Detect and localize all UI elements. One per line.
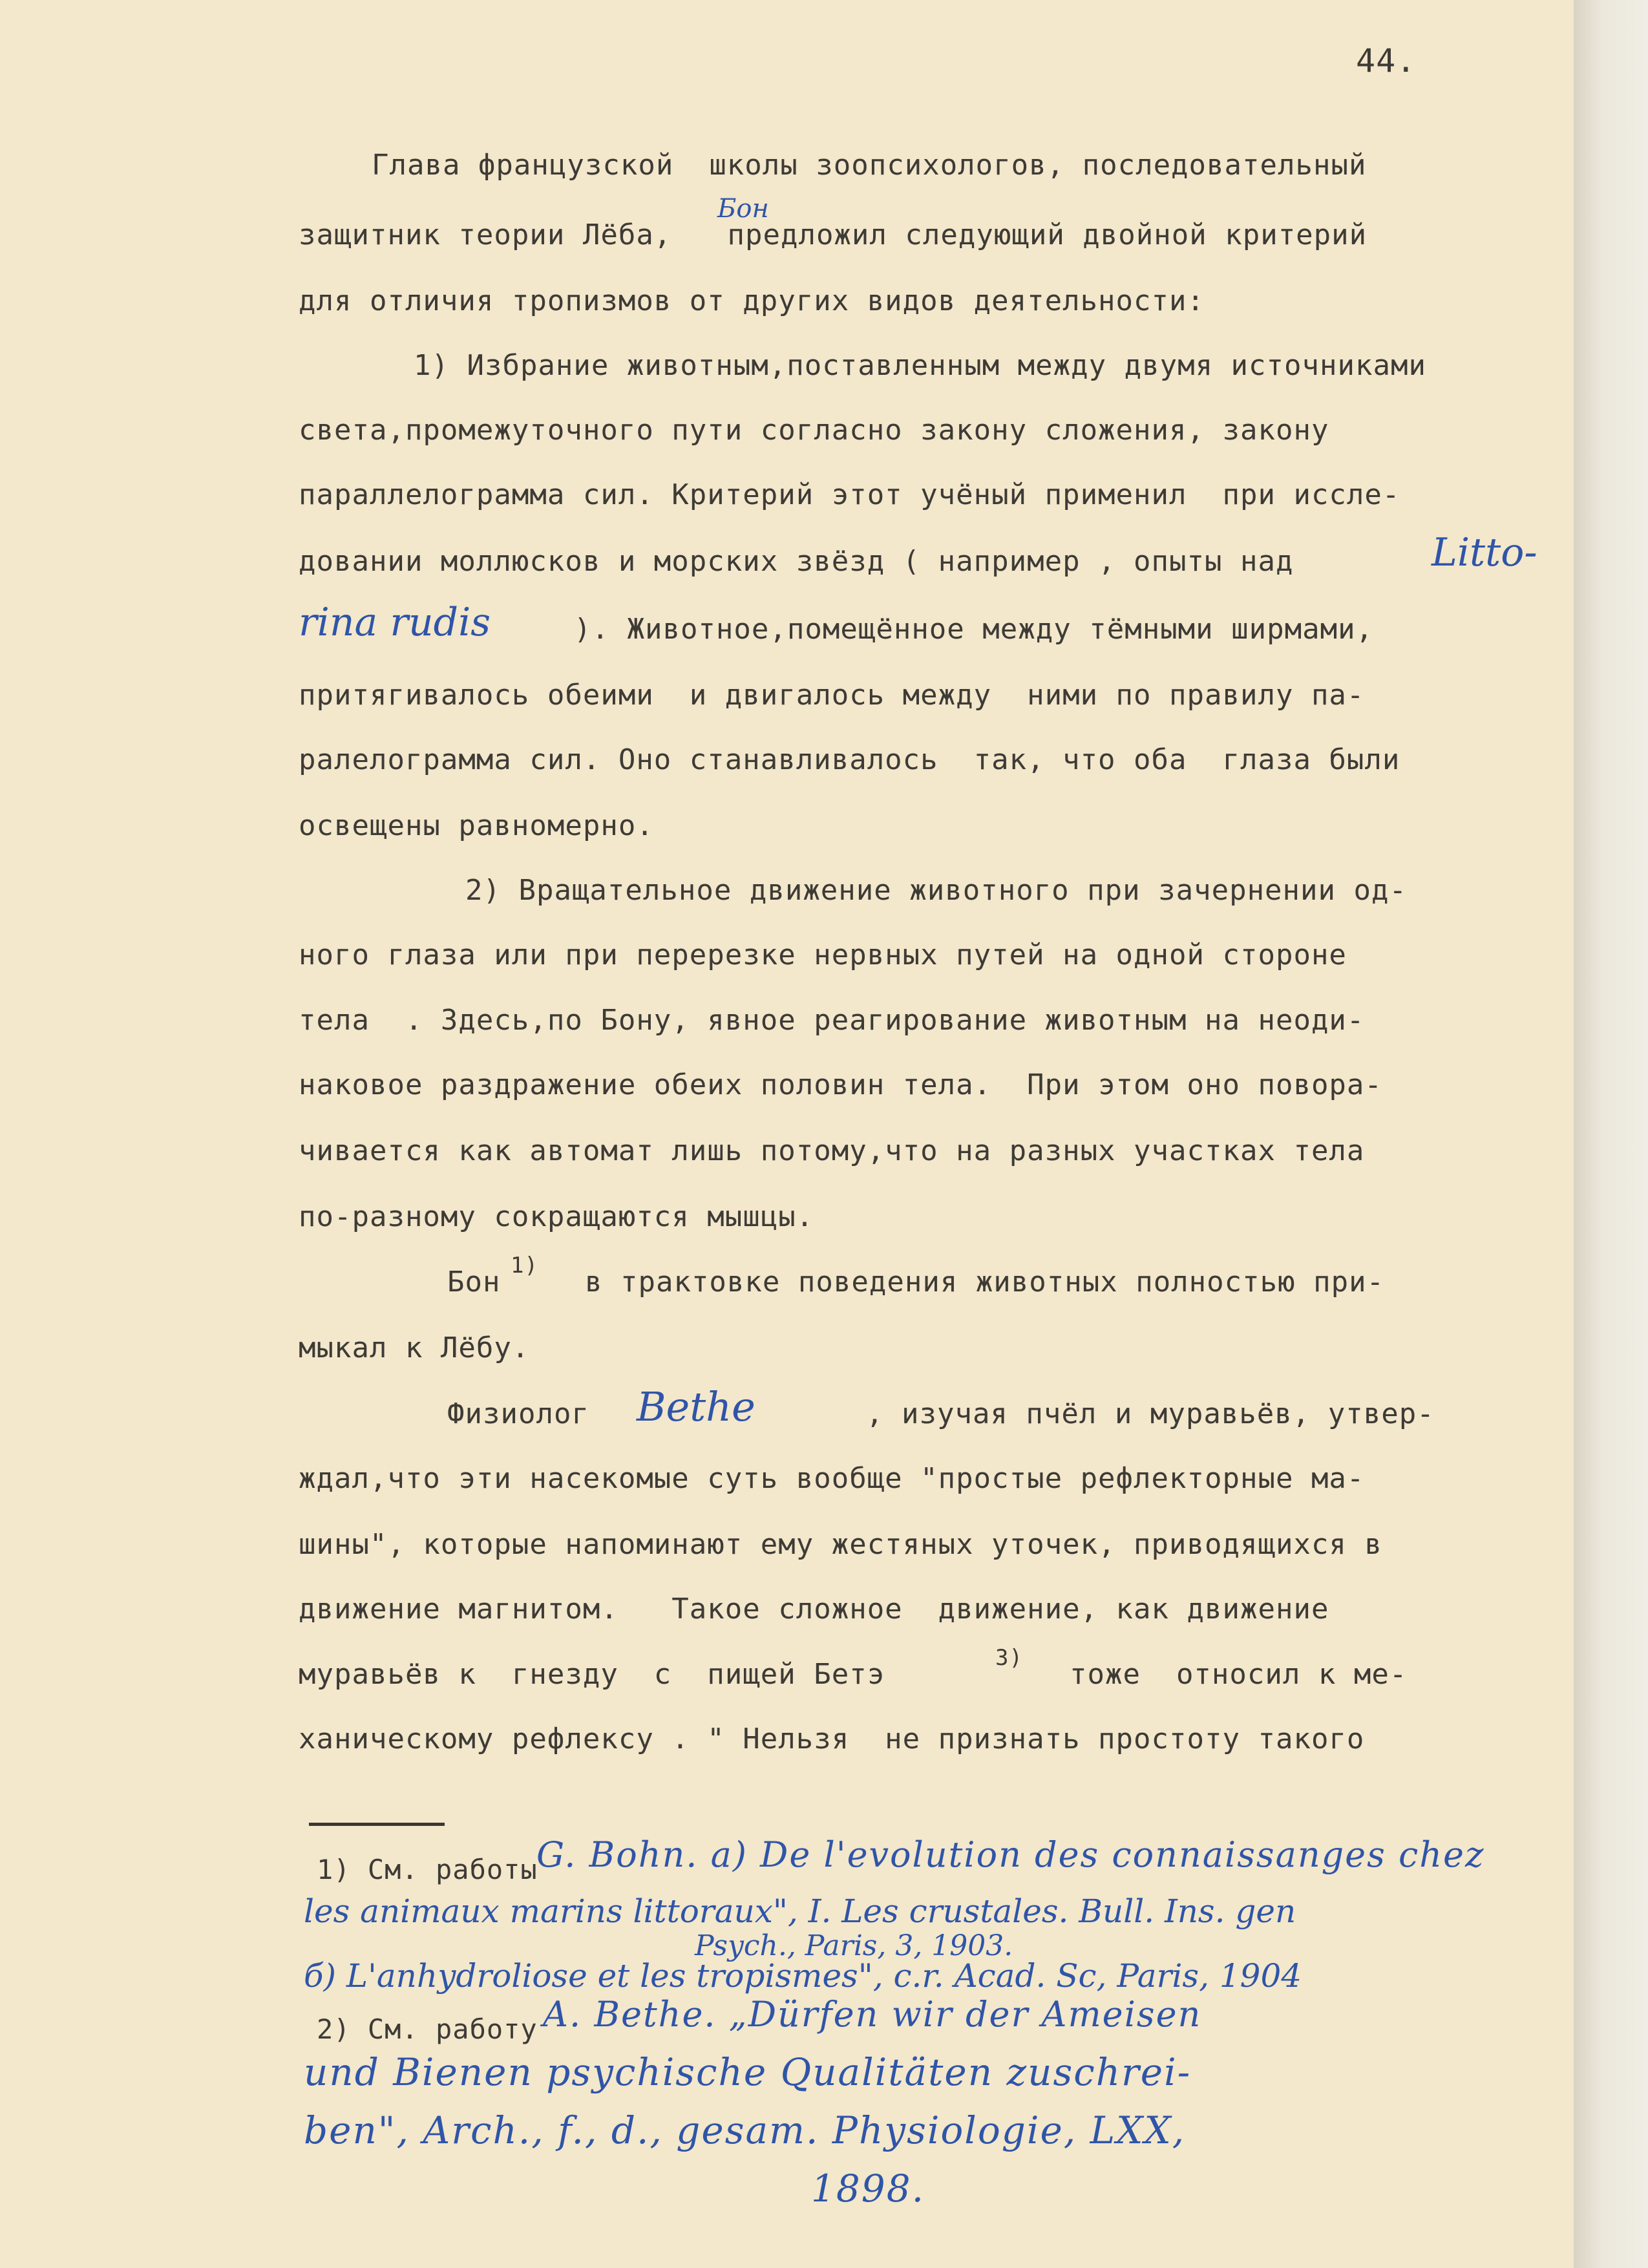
page-number: 44. (1356, 42, 1417, 79)
text-line-17: по-разному сокращаются мышцы. (299, 1200, 814, 1233)
text-line-1: Глава французской школы зоопсихологов, последовательный (372, 149, 1367, 182)
text-line-25: ханическому рефлексу . " Нельзя не признать простоту такого (299, 1722, 1365, 1755)
text-line-20b: , изучая пчёл и муравьёв, утвер- (866, 1397, 1435, 1430)
text-line-18: в трактовке поведения животных полностью при- (585, 1266, 1385, 1298)
text-line-19: мыкал к Лёбу. (299, 1331, 530, 1364)
handwritten-species-part2: rina rudis (299, 600, 491, 645)
text-line-5: света,промежуточного пути согласно закону сложения, закону (299, 414, 1329, 447)
text-line-23: движение магнитом. Такое сложное движение, как движение (299, 1593, 1329, 1626)
text-line-8: ). Животное,помещённое между тёмными ширмами, (574, 613, 1374, 646)
footnote-2-label: 2) См. работу (317, 2013, 538, 2045)
footnote-2-hand-line-1: A. Bethe. „Dürfen wir der Ameisen (543, 1994, 1202, 2035)
handwritten-bethe: Bethe (637, 1383, 755, 1430)
handwritten-species-part1: Litto- (1431, 530, 1537, 575)
footnote-1-hand-line-4: б) L'anhydroliose et les tropismes", c.r. Acad. Sc, Paris, 1904 (304, 1957, 1302, 1995)
footnote-1-hand-line-3: Psych., Paris, 3, 1903. (695, 1929, 1013, 1962)
footnote-ref-3: 3) (995, 1645, 1023, 1671)
text-line-24b: тоже относил к ме- (1070, 1658, 1408, 1691)
footnote-2-hand-line-2: und Bienen psychische Qualitäten zuschrei- (304, 2050, 1192, 2094)
footnote-2-hand-line-3: ben", Arch., f., d., gesam. Physiologie, LXX, (304, 2108, 1186, 2152)
footnote-separator (309, 1823, 445, 1826)
text-line-18-bon: Бон (447, 1266, 501, 1298)
text-line-2a: защитник теории Лёба, (299, 218, 672, 251)
text-line-22: шины", которые напоминают ему жестяных уточек, приводящихся в (299, 1528, 1382, 1561)
text-line-2b: предложил следующий двойной критерий (710, 218, 1368, 251)
text-line-10: ралелограмма сил. Оно станавливалось так, что оба глаза были (299, 743, 1400, 776)
text-line-6: параллелограмма сил. Критерий этот учёный применил при иссле- (299, 478, 1400, 511)
background-edge (1574, 0, 1648, 2268)
text-line-14: тела . Здесь,по Бону, явное реагирование животным на неоди- (299, 1004, 1365, 1037)
text-line-13: ного глаза или при перерезке нервных путей на одной стороне (299, 938, 1347, 971)
text-line-12: 2) Вращательное движение животного при зачернении од- (465, 874, 1407, 907)
text-line-16: чивается как автомат лишь потому,что на разных участках тела (299, 1134, 1365, 1167)
text-line-15: наковое раздражение обеих половин тела. При этом оно повора- (299, 1068, 1382, 1101)
text-line-21: ждал,что эти насекомые суть вообще "простые рефлекторные ма- (299, 1462, 1365, 1495)
text-line-24a: муравьёв к гнезду с пищей Бетэ (299, 1658, 885, 1691)
footnote-2-hand-line-4: 1898. (811, 2167, 925, 2210)
footnote-1-hand-line-1: G. Bohn. a) De l'evolution des connaissanges chez (536, 1834, 1485, 1875)
text-line-3: для отличия тропизмов от других видов деятельности: (299, 284, 1205, 317)
handwritten-insert-bon: Бон (717, 194, 769, 224)
text-line-20a: Физиолог (447, 1397, 589, 1430)
text-line-9: притягивалось обеими и двигалось между ними по правилу па- (299, 679, 1365, 712)
text-line-7: довании моллюсков и морских звёзд ( например , опыты над (299, 545, 1294, 578)
footnote-ref-1: 1) (511, 1253, 538, 1278)
text-line-4: 1) Избрание животным,поставленным между двумя источниками (414, 349, 1426, 382)
footnote-1-label: 1) См. работы (317, 1854, 538, 1885)
text-line-11: освещены равномерно. (299, 809, 654, 842)
footnote-1-hand-line-2: les animaux marins littoraux", I. Les crustales. Bull. Ins. gen (304, 1892, 1296, 1930)
